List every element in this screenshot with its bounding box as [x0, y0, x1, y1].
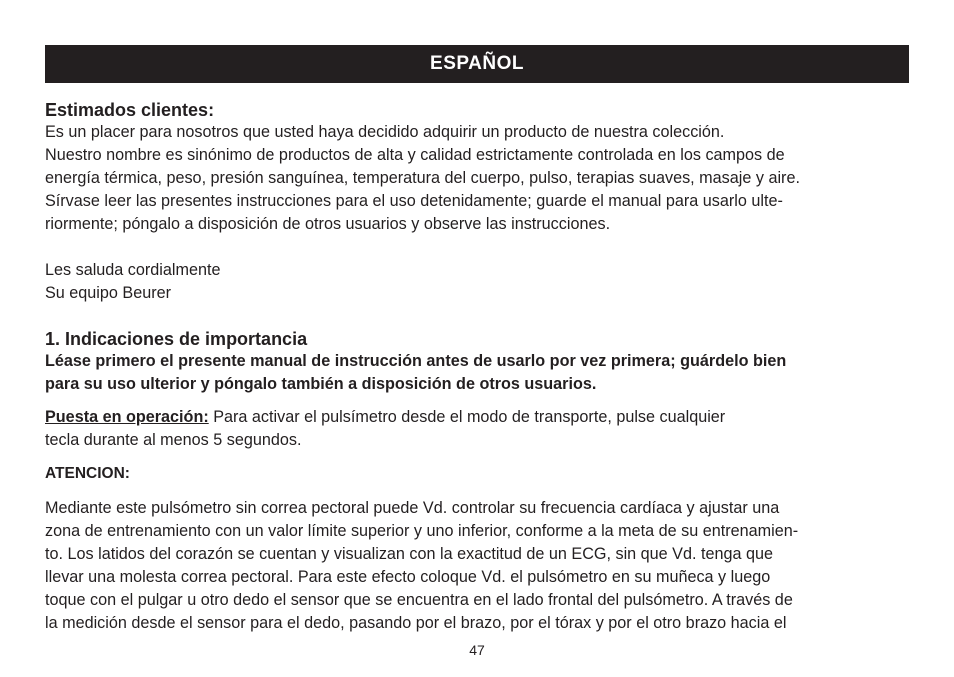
body-line: toque con el pulgar u otro dedo el sensor que se encuentra en el lado frontal del pulsómetro. A través de	[45, 591, 793, 609]
body-line: Mediante este pulsómetro sin correa pectoral puede Vd. controlar su frecuencia cardíaca y ajustar una	[45, 499, 780, 517]
startup-label: Puesta en operación:	[45, 408, 209, 426]
important-note-line: para su uso ulterior y póngalo también a disposición de otros usuarios.	[45, 375, 597, 393]
startup-text-continued: tecla durante al menos 5 segundos.	[45, 431, 302, 449]
greeting-line: riormente; póngalo a disposición de otros usuarios y observe las instrucciones.	[45, 215, 611, 233]
startup-paragraph	[45, 406, 915, 429]
greeting-line: Nuestro nombre es sinónimo de productos de alta y calidad estrictamente controlada en los campos de	[45, 146, 785, 164]
greeting-line: Es un placer para nosotros que usted haya decidido adquirir un producto de nuestra colección.	[45, 123, 725, 141]
startup-text: Para activar el pulsímetro desde el modo de transporte, pulse cualquier	[208, 408, 726, 426]
body-line: la medición desde el sensor para el dedo, pasando por el brazo, por el tórax y por el otro brazo hacia el	[45, 614, 787, 632]
closing-line: Les saluda cordialmente	[45, 261, 221, 279]
page-number: 47	[469, 642, 485, 658]
greeting-line: Sírvase leer las presentes instrucciones para el uso detenidamente; guarde el manual para usarlo ulte-	[45, 192, 783, 210]
language-header-bar	[45, 45, 909, 83]
page-content	[45, 99, 915, 635]
greeting-line: energía térmica, peso, presión sanguínea, temperatura del cuerpo, pulso, terapias suaves, masaje y aire.	[45, 169, 800, 187]
closing-signature: Su equipo Beurer	[45, 284, 171, 302]
body-line: to. Los latidos del corazón se cuentan y visualizan con la exactitud de un ECG, sin que Vd. tenga que	[45, 545, 773, 563]
section-title: 1. Indicaciones de importancia	[45, 329, 308, 349]
body-line: llevar una molesta correa pectoral. Para este efecto coloque Vd. el pulsómetro en su muñeca y luego	[45, 568, 771, 586]
language-title: ESPAÑOL	[430, 53, 524, 74]
important-note-line: Léase primero el presente manual de instrucción antes de usarlo por vez primera; guárdelo bien	[45, 352, 787, 370]
body-line: zona de entrenamiento con un valor límite superior y uno inferior, conforme a la meta de su entrenamien-	[45, 522, 799, 540]
attention-label: ATENCION:	[45, 465, 130, 482]
greeting-title: Estimados clientes:	[45, 100, 215, 120]
